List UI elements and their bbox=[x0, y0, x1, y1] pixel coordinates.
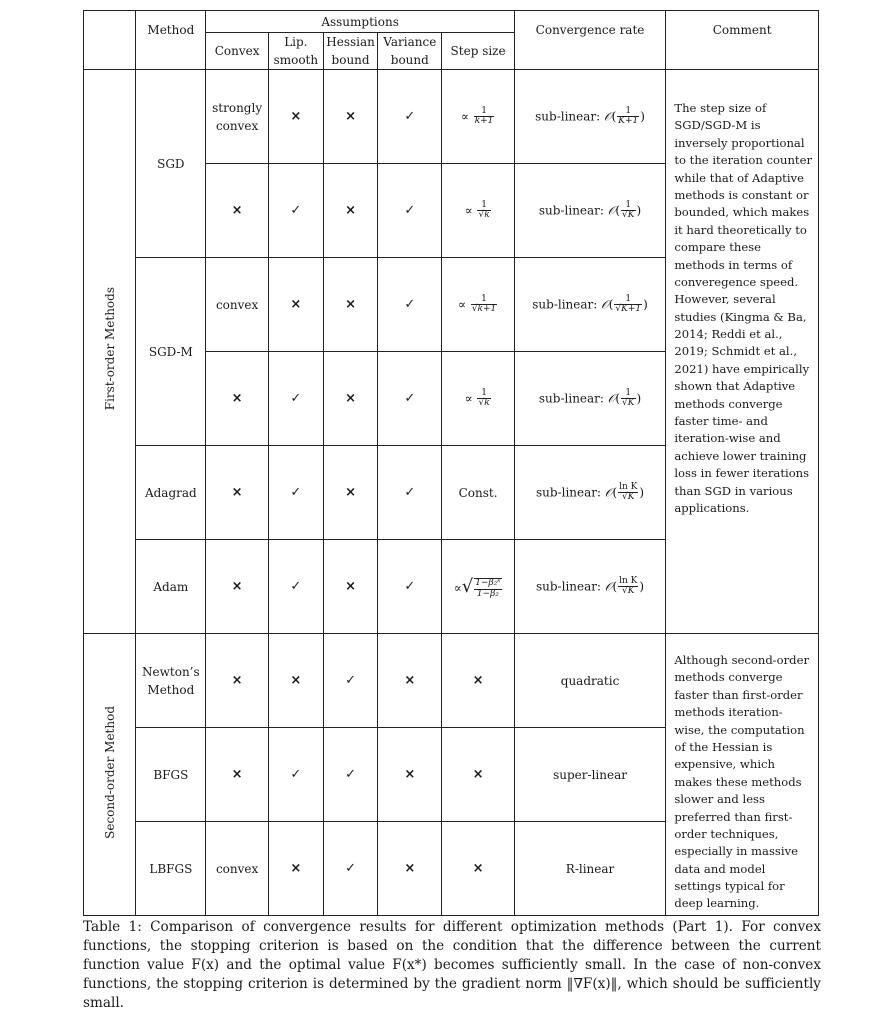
comment-second-order: Although second-order methods converge faster than first-order methods iteration-wise, the computation of the Hessian is expensive, which makes these methods slower and less preferred than first-order techniques, especially in massive data and model settings typical for deep learning. bbox=[666, 634, 819, 916]
cross-mark: × bbox=[268, 70, 323, 164]
check-mark: ✓ bbox=[268, 728, 323, 822]
check-mark: ✓ bbox=[268, 164, 323, 258]
step-size-cell: ∝ $\frac{1}{√k}$ bbox=[442, 352, 514, 446]
header-step-size: Step size bbox=[442, 33, 514, 70]
header-convex: Convex bbox=[206, 33, 268, 70]
rate-cell: sub-linear: 𝒪( $\frac{\text{ln K}}{√K}$ ) bbox=[514, 540, 666, 634]
step-size-cell: Const. bbox=[442, 446, 514, 540]
check-mark: ✓ bbox=[378, 70, 442, 164]
cross-mark: × bbox=[442, 822, 514, 916]
convex-cell: convex bbox=[206, 258, 268, 352]
cross-mark: × bbox=[268, 822, 323, 916]
table-caption: Table 1: Comparison of convergence results for different optimization methods (Part 1). For convex functions, the stopping criterion is based on the condition that the difference between the current function value F(x) and the optimal value F(x*) becomes sufficiently small. In the case of non-convex functions, the stopping criterion is determined by the gradient norm ‖∇F(x)‖, which should be sufficiently small. bbox=[83, 919, 821, 1011]
header-blank bbox=[84, 11, 136, 70]
check-mark: ✓ bbox=[378, 164, 442, 258]
check-mark: ✓ bbox=[323, 728, 377, 822]
cross-mark: × bbox=[442, 634, 514, 728]
cross-mark: × bbox=[323, 352, 377, 446]
check-mark: ✓ bbox=[268, 540, 323, 634]
check-mark: ✓ bbox=[323, 822, 377, 916]
rate-cell: sub-linear: 𝒪( $\frac{1}{√K}$ ) bbox=[514, 352, 666, 446]
cross-mark: × bbox=[268, 634, 323, 728]
header-assumptions: Assumptions bbox=[206, 11, 514, 33]
header-convergence-rate: Convergence rate bbox=[514, 11, 666, 70]
cross-mark: × bbox=[206, 634, 268, 728]
convex-cell: strongly convex bbox=[206, 70, 268, 164]
method-bfgs: BFGS bbox=[136, 728, 206, 822]
cross-mark: × bbox=[206, 540, 268, 634]
rate-cell: super-linear bbox=[514, 728, 666, 822]
cross-mark: × bbox=[323, 164, 377, 258]
rate-cell: sub-linear: 𝒪( $\frac{1}{√K}$ ) bbox=[514, 164, 666, 258]
header-variance-bound: Variance bound bbox=[378, 33, 442, 70]
cross-mark: × bbox=[206, 446, 268, 540]
step-size-cell: ∝√ $\frac{\text{1−β₂ᵏ}}{\text{1−β₂}}$ bbox=[442, 540, 514, 634]
group-second-order: Second-order Method bbox=[84, 634, 136, 916]
step-size-cell: ∝ $\frac{1}{√k+1}$ bbox=[442, 258, 514, 352]
method-sgd-m: SGD-M bbox=[136, 258, 206, 446]
rate-cell: sub-linear: 𝒪( $\frac{\text{ln K}}{√K}$ ) bbox=[514, 446, 666, 540]
rate-cell: sub-linear: 𝒪( $\frac{1}{√K+1}$ ) bbox=[514, 258, 666, 352]
cross-mark: × bbox=[442, 728, 514, 822]
method-lbfgs: LBFGS bbox=[136, 822, 206, 916]
header-hessian-bound: Hessian bound bbox=[323, 33, 377, 70]
rate-cell: R-linear bbox=[514, 822, 666, 916]
header-comment: Comment bbox=[666, 11, 819, 70]
cross-mark: × bbox=[206, 164, 268, 258]
check-mark: ✓ bbox=[378, 540, 442, 634]
check-mark: ✓ bbox=[378, 446, 442, 540]
cross-mark: × bbox=[378, 822, 442, 916]
step-size-cell: ∝ $\frac{1}{k+1}$ bbox=[442, 70, 514, 164]
step-size-cell: ∝ $\frac{1}{√k}$ bbox=[442, 164, 514, 258]
method-newton: Newton’s Method bbox=[136, 634, 206, 728]
cross-mark: × bbox=[378, 634, 442, 728]
comparison-table bbox=[83, 10, 819, 916]
method-adam: Adam bbox=[136, 540, 206, 634]
cross-mark: × bbox=[268, 258, 323, 352]
check-mark: ✓ bbox=[378, 258, 442, 352]
check-mark: ✓ bbox=[323, 634, 377, 728]
convex-cell: convex bbox=[206, 822, 268, 916]
rate-cell: sub-linear: 𝒪( $\frac{1}{K+1}$ ) bbox=[514, 70, 666, 164]
header-lip-smooth: Lip. smooth bbox=[268, 33, 323, 70]
cross-mark: × bbox=[378, 728, 442, 822]
cross-mark: × bbox=[206, 352, 268, 446]
rate-cell: quadratic bbox=[514, 634, 666, 728]
header-method: Method bbox=[136, 11, 206, 70]
method-sgd: SGD bbox=[136, 70, 206, 258]
method-adagrad: Adagrad bbox=[136, 446, 206, 540]
cross-mark: × bbox=[323, 258, 377, 352]
cross-mark: × bbox=[206, 728, 268, 822]
group-first-order: First-order Methods bbox=[84, 70, 136, 634]
cross-mark: × bbox=[323, 540, 377, 634]
check-mark: ✓ bbox=[268, 446, 323, 540]
cross-mark: × bbox=[323, 70, 377, 164]
cross-mark: × bbox=[323, 446, 377, 540]
check-mark: ✓ bbox=[378, 352, 442, 446]
check-mark: ✓ bbox=[268, 352, 323, 446]
comment-first-order: The step size of SGD/SGD-M is inversely proportional to the iteration counter while that of Adaptive methods is constant or bounded, which makes it hard theoretically to compare these methods in terms of converegence speed. However, several studies (Kingma & Ba, 2014; Reddi et al., 2019; Schmidt et al., 2021) have empirically shown that Adaptive methods converge faster time- and iteration-wise and achieve lower training loss in fewer iterations than SGD in various applications. bbox=[666, 70, 819, 634]
